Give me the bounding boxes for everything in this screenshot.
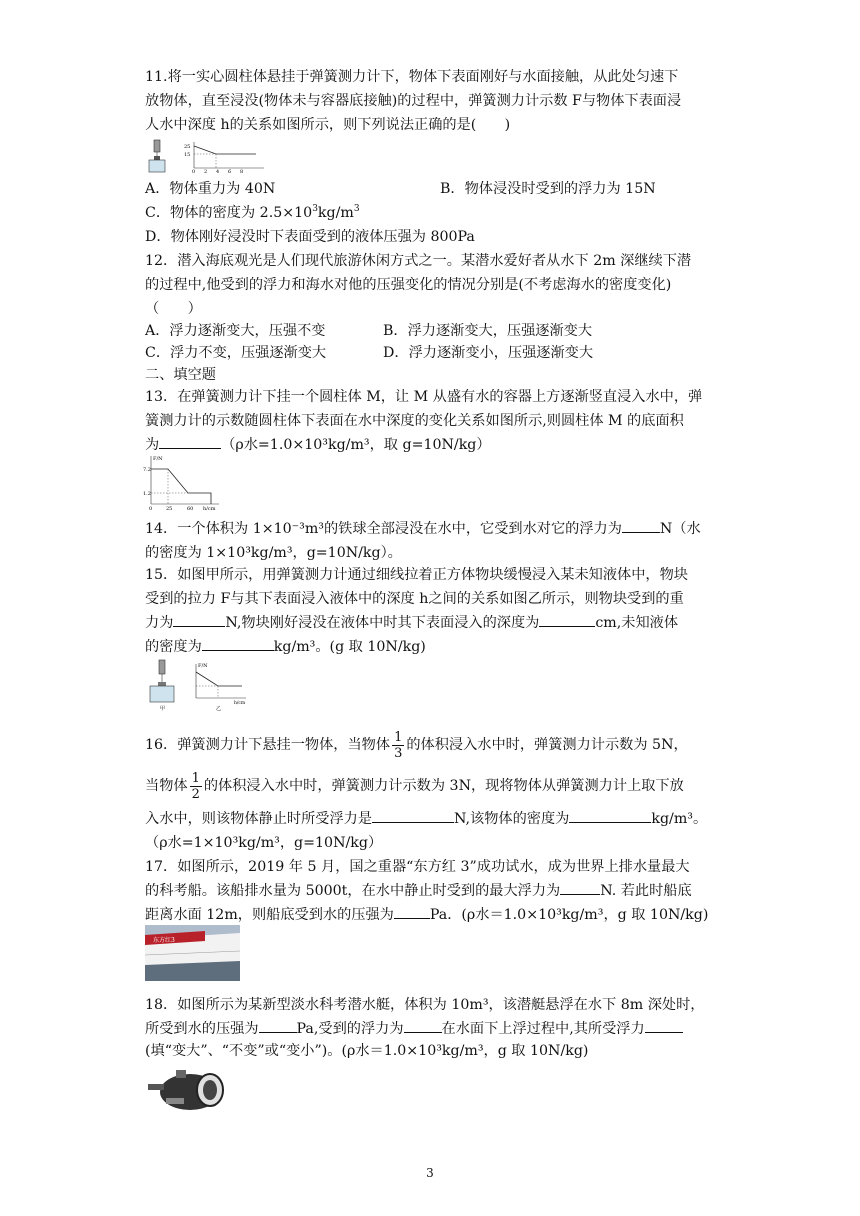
q13-ylabel: F/N bbox=[153, 456, 163, 462]
q11-option-d: D．物体刚好浸没时下表面受到的液体压强为 800Pa bbox=[145, 229, 475, 245]
q16-answer-density[interactable] bbox=[569, 808, 651, 823]
q16-line1: 16．弹簧测力计下悬挂一物体，当物体 $\frac{1}{3}$ 的体积浸入水中时，弹簧测力计示数为 5N， bbox=[145, 729, 688, 761]
q12-option-d: D．浮力逐渐变小，压强逐渐变大 bbox=[383, 345, 594, 361]
q15-xlabel: h/cm bbox=[234, 701, 246, 706]
q12-line2: 的过程中,他受到的浮力和海水对他的压强变化的情况分别是(不考虑海水的密度变化) bbox=[145, 277, 672, 293]
q18-answer-buoyancy[interactable] bbox=[404, 1018, 442, 1033]
q17-answer-pressure[interactable] bbox=[394, 904, 430, 919]
q16-line3: 入水中，则该物体静止时所受浮力是 N,该物体的密度为 kg/m³。 bbox=[145, 808, 707, 830]
q13-xtick-0: 0 bbox=[149, 506, 153, 512]
q12-option-a: A．浮力逐渐变大，压强不变 bbox=[145, 323, 326, 339]
q11-xtick-3: 6 bbox=[228, 169, 232, 174]
q13-line1: 13．在弹簧测力计下挂一个圆柱体 M，让 M 从盛有水的容器上方逐渐竖直浸入水中，弹 bbox=[145, 389, 703, 405]
q11-xtick-4: 8 bbox=[240, 169, 244, 174]
q17-line1: 17．如图所示，2019 年 5 月，国之重器“东方红 3”成功试水，成为世界上排水量最大 bbox=[145, 859, 690, 875]
q17-line3: 距离水面 12m，则船底受到水的压强为 Pa．(ρ水＝1.0×10³kg/m³，g 取 10N/kg) bbox=[145, 904, 708, 926]
q16-fraction-one-third: $\frac{1}{3}$ bbox=[394, 729, 403, 761]
q11-line2: 放物体，直至浸没(物体未与容器底接触)的过程中，弹簧测力计示数 F与物体下表面浸 bbox=[145, 93, 682, 109]
q16-answer-buoyancy[interactable] bbox=[372, 808, 454, 823]
q11-option-b: B．物体浸没时受到的浮力为 15N bbox=[440, 181, 656, 197]
q11-xtick-2: 4 bbox=[216, 169, 220, 174]
q15-answer-weight[interactable] bbox=[173, 612, 225, 627]
q18-line1: 18．如图所示为某新型淡水科考潜水艇，体积为 10m³，该潜艇悬浮在水下 8m 深处时， bbox=[145, 997, 705, 1013]
q17-line2: 的科考船。该船排水量为 5000t，在水中静止时受到的最大浮力为 N. 若此时船底 bbox=[145, 880, 692, 902]
q14-answer-blank[interactable] bbox=[622, 518, 660, 533]
q11-ytick-1: 25 bbox=[184, 144, 191, 150]
q18-line3: (填“变大”、“不变”或“变小”)。(ρ水＝1.0×10³kg/m³，g 取 10N/kg) bbox=[145, 1043, 589, 1059]
q15-figure bbox=[146, 658, 250, 712]
q13-xtick-1: 25 bbox=[166, 506, 173, 512]
q11-line1: 11.将一实心圆柱体悬挂于弹簧测力计下，物体下表面刚好与水面接触，从此处匀速下 bbox=[145, 69, 679, 85]
q13-answer-blank[interactable] bbox=[159, 434, 221, 449]
q18-answer-pressure[interactable] bbox=[259, 1018, 297, 1033]
q15-caption-jia: 甲 bbox=[160, 706, 166, 712]
q15-caption-yi: 乙 bbox=[216, 706, 222, 712]
q11-line3: 人水中深度 h的关系如图所示，则下列说法正确的是( ) bbox=[145, 117, 511, 133]
q15-answer-depth[interactable] bbox=[539, 612, 595, 627]
q18-answer-change[interactable] bbox=[645, 1018, 683, 1033]
q17-ship-name: 东方红3 bbox=[153, 937, 175, 944]
q15-line1: 15．如图甲所示，用弹簧测力计通过细线拉着正方体物块缓慢浸入某未知液体中，物块 bbox=[145, 567, 688, 583]
q11-option-a: A．物体重力为 40N bbox=[145, 181, 276, 197]
q17-ship-photo bbox=[145, 925, 240, 981]
q13-line3: 为 （ρ水=1.0×10³kg/m³，取 g=10N/kg） bbox=[145, 434, 491, 456]
q13-ytick-1: 7.2 bbox=[143, 467, 151, 473]
q15-line4: 的密度为 kg/m³。(g 取 10N/kg) bbox=[145, 636, 426, 658]
q11-xtick-1: 2 bbox=[204, 169, 208, 174]
q13-figure bbox=[143, 452, 223, 512]
q16-fraction-one-half: $\frac{1}{2}$ bbox=[191, 770, 200, 802]
section-fill-in: 二、填空题 bbox=[145, 367, 216, 383]
q15-line2: 受到的拉力 F与其下表面浸入液体中的深度 h之间的关系如图乙所示，则物块受到的重 bbox=[145, 591, 684, 607]
q11-xtick-0: 0 bbox=[192, 169, 196, 174]
q15-ylabel: F/N bbox=[198, 663, 208, 669]
q11-figure bbox=[146, 138, 268, 174]
q12-option-b: B．浮力逐渐变大，压强逐渐变大 bbox=[383, 323, 593, 339]
q14-line1: 14．一个体积为 1×10⁻³m³的铁球全部浸没在水中，它受到水对它的浮力为 N（水 bbox=[145, 518, 701, 540]
q11-ytick-2: 15 bbox=[184, 152, 191, 158]
q15-line3: 力为 N,物块刚好浸没在液体中时其下表面浸入的深度为 cm,未知液体 bbox=[145, 612, 678, 634]
q12-option-c: C．浮力不变，压强逐渐变大 bbox=[145, 345, 327, 361]
q12-line1: 12．潜入海底观光是人们现代旅游休闲方式之一。某潜水爱好者从水下 2m 深继续下潜 bbox=[145, 253, 692, 269]
page-number: 3 bbox=[426, 1166, 434, 1180]
q12-line3: （ ） bbox=[145, 301, 202, 317]
q17-answer-buoyancy[interactable] bbox=[560, 880, 600, 895]
q16-line4: （ρ水=1×10³kg/m³，g=10N/kg） bbox=[145, 835, 383, 851]
q14-line2: 的密度为 1×10³kg/m³，g=10N/kg）。 bbox=[145, 545, 402, 561]
q13-xlabel: h/cm bbox=[203, 506, 216, 512]
q18-line2: 所受到水的压强为 Pa,受到的浮力为 在水面下上浮过程中,其所受浮力 bbox=[145, 1018, 683, 1040]
q13-ytick-2: 1.2 bbox=[143, 491, 151, 497]
q11-option-c: C．物体的密度为 $2.5\times 10^3kg/m^3$ bbox=[145, 204, 360, 221]
q16-line2: 当物体 $\frac{1}{2}$ 的体积浸入水中时，弹簧测力计示数为 3N，现将物体从弹簧测力计上取下放 bbox=[145, 770, 684, 802]
q15-answer-density[interactable] bbox=[202, 636, 274, 651]
q13-line2: 簧测力计的示数随圆柱体下表面在水中深度的变化关系如图所示,则圆柱体 M 的底面积 bbox=[145, 413, 684, 429]
q13-xtick-2: 60 bbox=[187, 506, 194, 512]
q18-submarine-photo bbox=[146, 1062, 230, 1118]
